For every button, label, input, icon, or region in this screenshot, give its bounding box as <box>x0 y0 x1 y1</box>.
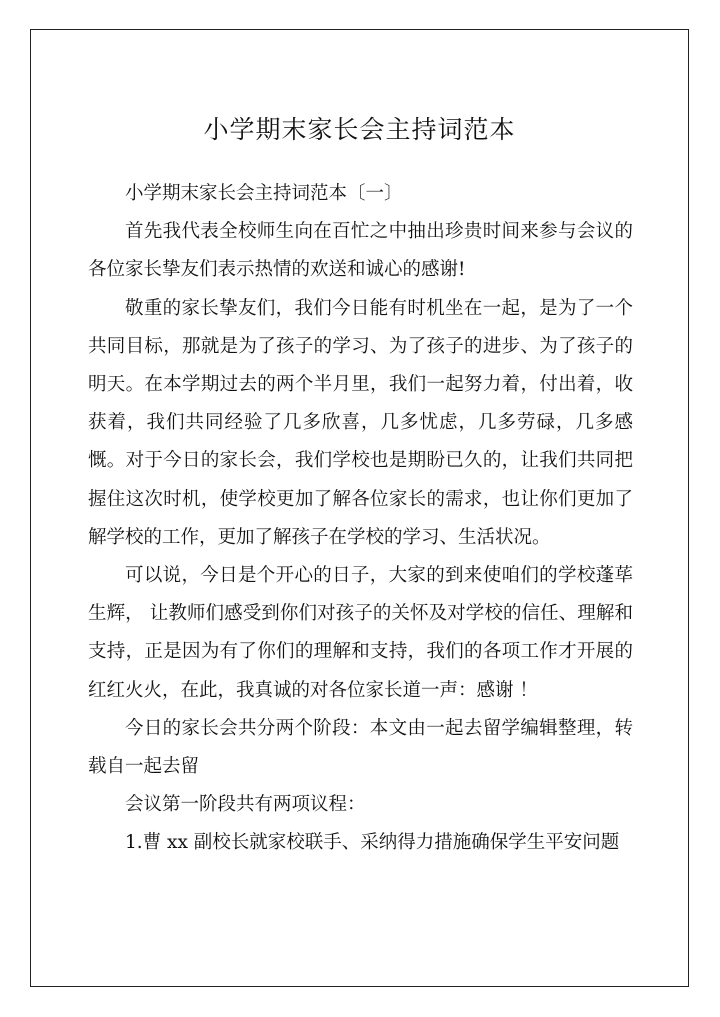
document-title: 小学期末家长会主持词范本 <box>203 115 516 144</box>
document-body <box>88 175 633 863</box>
paragraph-thanks: 可以说，今日是个开心的日子，大家的到来使咱们的学校蓬荜生辉， 让教师们感受到你们对孩子的关怀及对学校的信任、理解和支持，正是因为有了你们的理解和支持，我们的各项工作才开展的红红火火，在此，我真诚的对各位家长道一声：感谢 ！ <box>88 565 633 701</box>
paragraph-welcome: 首先我代表全校师生向在百忙之中抽出珍贵时间来参与会议的各位家长挚友们表示热情的欢送和诚心的感谢! <box>88 221 633 281</box>
paragraph-item-1: 1.曹 xx 副校长就家校联手、采纳得力措施确保学生平安问题 <box>125 832 620 854</box>
paragraph-agenda: 会议第一阶段共有两项议程： <box>125 794 366 816</box>
paragraph-subtitle: 小学期末家长会主持词范本〔一〕 <box>125 183 403 204</box>
paragraph-goals: 敬重的家长挚友们，我们今日能有时机坐在一起，是为了一个共同目标，那就是为了孩子的学习、为了孩子的进步、为了孩子的明天。在本学期过去的两个半月里，我们一起努力着，付出着，收获着，我们共同经验了几多欣喜，几多忧虑，几多劳碌，几多感慨。对于今日的家长会，我们学校也是期盼已久的，让我们共同把握住这次时机，使学校更加了解各位家长的需求，也让你们更加了解学校的工作，更加了解孩子在学校的学习、生活状况。 <box>88 297 633 548</box>
paragraph-stages: 今日的家长会共分两个阶段：本文由一起去留学编辑整理，转载自一起去留 <box>88 717 633 778</box>
